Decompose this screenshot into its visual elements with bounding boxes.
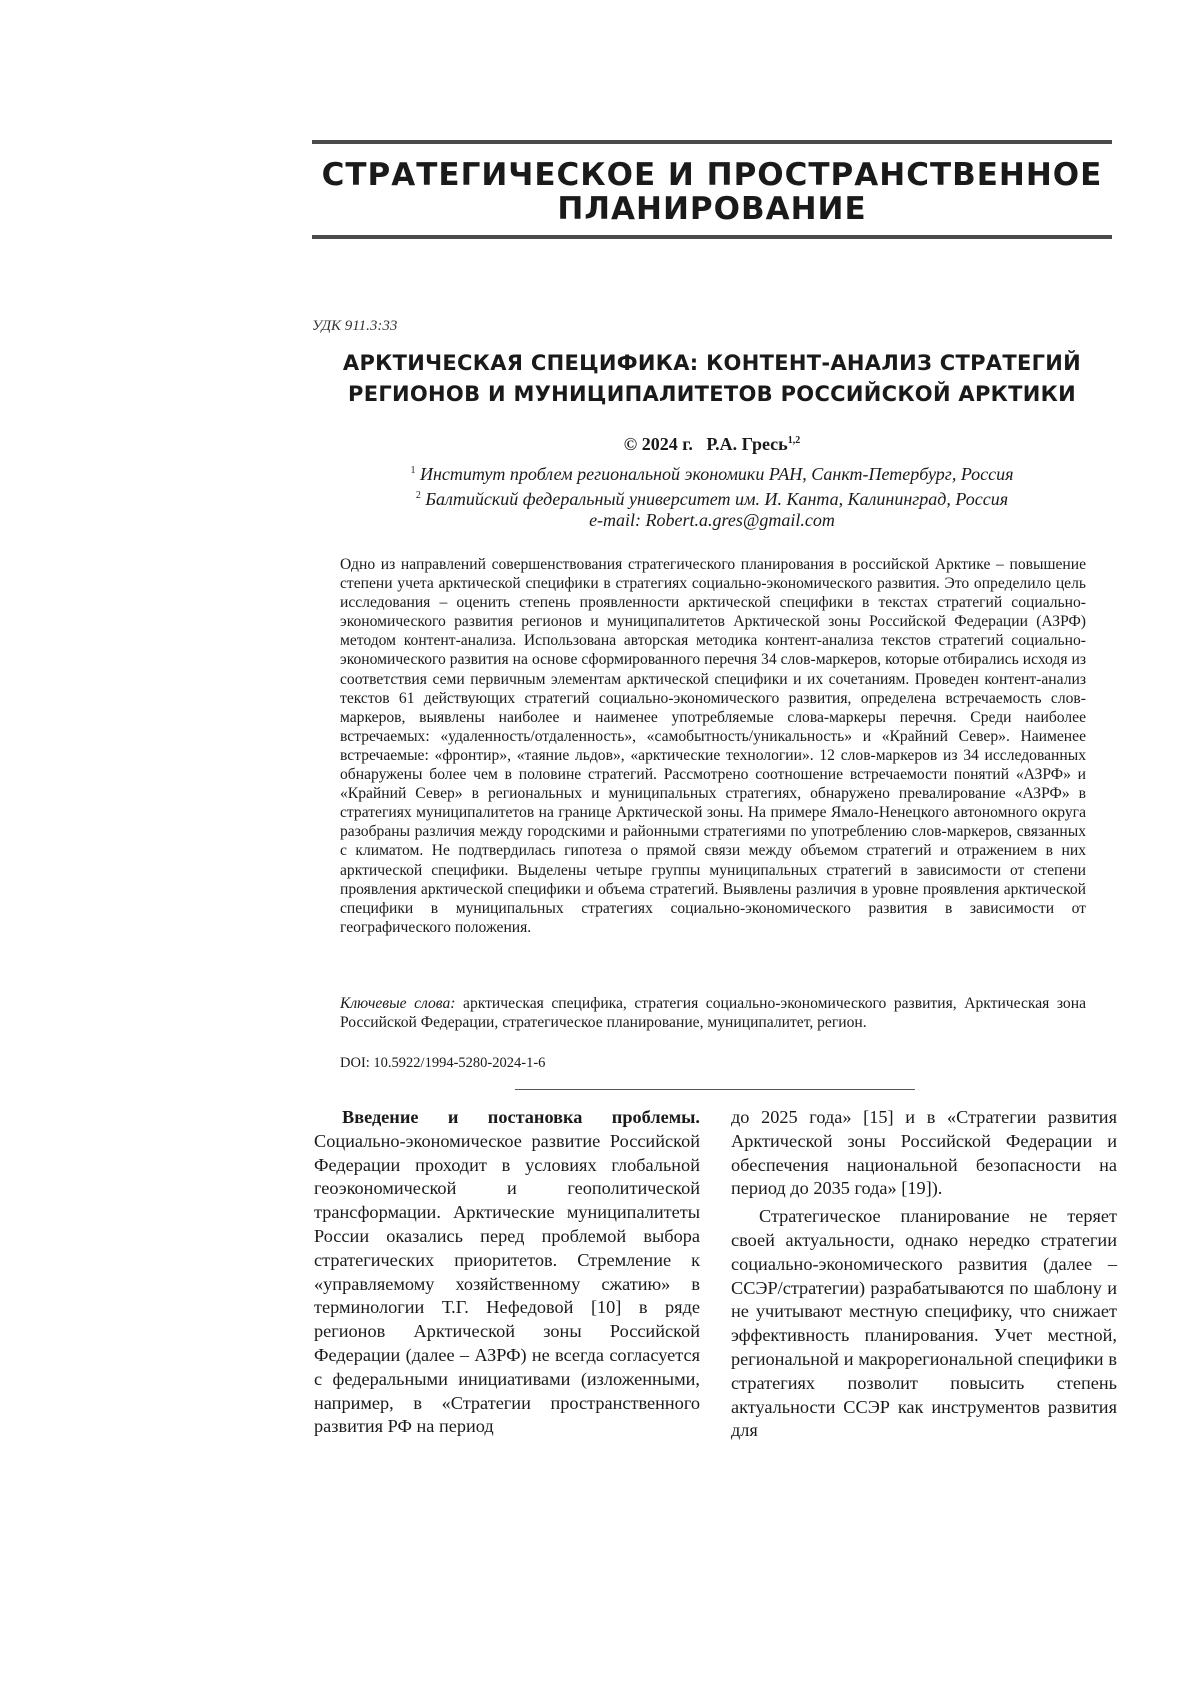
section-header-line2: ПЛАНИРОВАНИЕ	[557, 191, 867, 227]
affiliation-2-text: Балтийский федеральный университет им. И. Канта, Калининград, Россия	[425, 489, 1009, 509]
affiliation-2-sup: 2	[415, 490, 421, 501]
copyright-year: © 2024 г.	[623, 434, 693, 454]
article-title	[312, 348, 1112, 410]
affiliation-2	[312, 484, 1112, 511]
header-rule-top	[312, 140, 1112, 144]
abstract: Одно из направлений совершенствования стратегического планирования в российской Арктике – повышение степени учета арктической специфики в стратегиях социально-экономического развития. Это определило цель исследования – оценить степень проявленности арктической специфики в текстах стратегий социально-экономического развития регионов и муниципалитетов Арктической зоны Российской Федерации (АЗРФ) методом контент-анализа. Использована авторская методика контент-анализа текстов стратегий социально-экономического развития на основе сформированного перечня 34 слов-маркеров, которые отбирались исходя из соответствия семи первичным элементам арктической специфики и их сочетаниям. Проведен контент-анализ текстов 61 действующих стратегий социально-экономического развития, определена встречаемость слов-маркеров, выявлены наиболее и наименее употребляемые слова-маркеры перечня. Среди наиболее встречаемых: «удаленность/отдаленность», «самобытность/уникальность» и «Крайний Север». Наименее встречаемые: «фронтир», «таяние льдов», «арктические технологии». 12 слов-маркеров из 34 исследованных обнаружены более чем в половине стратегий. Рассмотрено соотношение встречаемости понятий «АЗРФ» и «Крайний Север» в региональных и муниципальных стратегиях, обнаружено превалирование «АЗРФ» в стратегиях муниципалитетов на границе Арктической зоны. На примере Ямало-Ненецкого автономного округа разобраны различия между городскими и районными стратегиями по употреблению слов-маркеров, связанных с климатом. Не подтвердилась гипотеза о прямой связи между объемом стратегий и отражением в них арктической специфики. Выделены четыре группы муниципальных стратегий в зависимости от степени проявления арктической специфики и объема стратегий. Выявлены различия в уровне проявления арктической специфики в муниципальных стратегиях социально-экономического развития в зависимости от географического положения.	[340, 556, 1086, 936]
udk-code: УДК 911.3:33	[312, 318, 398, 334]
body-column-right	[731, 1106, 1117, 1443]
affiliation-1-text: Институт проблем региональной экономики РАН, Санкт-Петербург, Россия	[419, 464, 1014, 484]
author-affil-sup: 1,2	[787, 435, 801, 446]
author-name: Р.А. Гресь	[706, 434, 788, 454]
body-column-left	[314, 1106, 700, 1439]
keywords-label: Ключевые слова:	[340, 995, 456, 1012]
intro-heading: Введение и постановка проблемы.	[342, 1107, 700, 1127]
keywords-text: арктическая специфика, стратегия социально-экономического развития, Арктическая зона Российской Федерации, стратегическое планирование, муниципалитет, регион.	[340, 995, 1086, 1032]
header-rule-bottom	[312, 235, 1112, 239]
intro-text-right-1: до 2025 года» [15] и в «Стратегии развития Арктической зоны Российской Федерации и обеспечения национальной безопасности на период до 2035 года» [19]).	[731, 1107, 1117, 1199]
author-email: e-mail: Robert.a.gres@gmail.com	[589, 510, 835, 530]
affiliation-1-sup: 1	[410, 465, 416, 476]
article-title-line2: РЕГИОНОВ И МУНИЦИПАЛИТЕТОВ РОССИЙСКОЙ АРКТИКИ	[348, 382, 1076, 406]
doi: DOI: 10.5922/1994-5280-2024-1-6	[340, 1055, 546, 1071]
keywords	[340, 994, 1086, 1032]
section-header-line1: СТРАТЕГИЧЕСКОЕ И ПРОСТРАНСТВЕННОЕ	[321, 157, 1103, 193]
article-title-line1: АРКТИЧЕСКАЯ СПЕЦИФИКА: КОНТЕНТ-АНАЛИЗ СТРАТЕГИЙ	[342, 351, 1082, 375]
intro-text-right-2: Стратегическое планирование не теряет своей актуальности, однако нередко стратегии социально-экономического развития (далее – ССЭР/стратегии) разрабатываются по шаблону и не учитывают местную специфику, что снижает эффективность планирования. Учет местной, региональной и макрорегиональной специфики в стратегиях позволит повысить степень актуальности ССЭР как инструментов развития для	[731, 1206, 1117, 1441]
intro-text-left: Социально-экономическое развитие Российской Федерации проходит в условиях глобальной геоэкономической и геополитической трансформации. Арктические муниципалитеты России оказались перед проблемой выбора стратегических приоритетов. Стремление к «управляемому хозяйственному сжатию» в терминологии Т.Г. Нефедовой [10] в ряде регионов Арктической зоны Российской Федерации (далее – АЗРФ) не всегда согласуется с федеральными инициативами (изложенными, например, в «Стратегии пространственного развития РФ на период	[314, 1130, 700, 1437]
affiliation-1	[312, 459, 1112, 486]
section-header	[312, 158, 1112, 226]
author-line	[312, 434, 1112, 455]
separator-rule	[515, 1089, 915, 1090]
